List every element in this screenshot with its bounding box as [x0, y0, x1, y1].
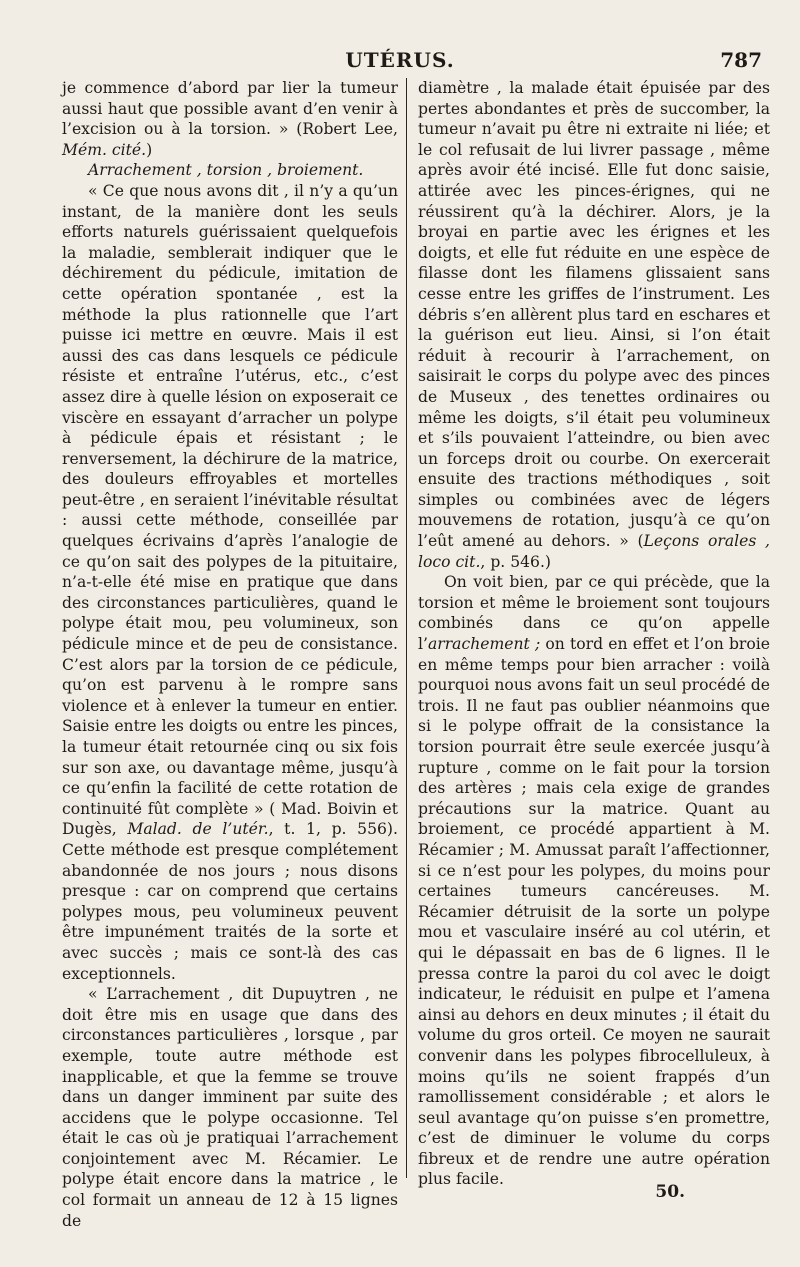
text-segment: ) [146, 140, 153, 159]
paragraph [62, 160, 398, 181]
paragraph [418, 572, 770, 1190]
left-column [62, 78, 398, 1231]
page-number: 787 [720, 48, 762, 72]
text-segment: , p. 546.) [480, 552, 552, 571]
column-divider [406, 78, 407, 1178]
text-segment: on tord en effet et l’on broie en même temps pour bien arracher : voilà pourquoi nous avons fait un seul procédé de trois. Il ne faut pas oublier néanmoins que si le polype offrait de la consistance la torsion pourrait être seule exercée jusqu’à rupture , comme on le fait pour la torsion des artères ; mais cela exige de grandes précautions sur la matrice. Quant au broiement, ce procédé appartient à M. Récamier ; M. Amussat paraît l’affectionner, si ce n’est pour les polypes, du moins pour certaines tumeurs cancéreuses. M. Récamier détruisit de la sorte un polype mou et vasculaire inséré au col utérin, et qui le dépassait en bas de 6 lignes. Il le pressa contre la paroi du col avec le doigt indicateur, le réduisit en pulpe et l’amena ainsi au dehors en deux minutes ; il était du volume du gros orteil. Ce moyen ne saurait convenir dans les polypes fibrocelluleux, à moins qu’ils ne soient frappés d’un ramollissement considérable ; et alors le seul avantage qu’on puisse s’en promettre, c’est de diminuer le volume du corps fibreux et de rendre une autre opération plus facile. [418, 635, 770, 1189]
running-head: UTÉRUS. [345, 48, 455, 72]
italic-text: Arrachement , torsion , broiement. [88, 161, 364, 180]
text-segment: « Ce que nous avons dit , il n’y a qu’un instant, de la manière dont les seuls efforts naturels guérissaient quelquefois la maladie, semblerait indiquer que le déchirement du pédicule, imitation de cette opération spontanée , est la méthode la plus rationnelle que l’art puisse ici mettre en œuvre. Mais il est aussi des cas dans lesquels ce pédicule résiste et entraîne l’utérus, etc., c’est assez dire à quelle lésion on exposerait ce viscère en essayant d’arracher un polype à pédicule épais et résistant ; le renversement, la déchirure de la matrice, des douleurs effroyables et mortelles peut-être , en seraient l’inévitable résultat : aussi cette méthode, conseillée par quelques écrivains d’après l’analogie de ce qu’on sait des polypes de la pituitaire, n’a-t-elle été mise en pratique que dans des circonstances particulières, quand le polype était mou, peu volumineux, son pédicule mince et de peu de consistance. C’est alors par la torsion de ce pédicule, qu’on est parvenu à le rompre sans violence et à enlever la tumeur en entier. Saisie entre les doigts ou entre les pinces, la tumeur était retournée cinq ou six fois sur son axe, ou davantage même, jusqu’à ce qu’enfin la facilité de cette rotation de continuité fût complète » ( Mad. Boivin et Dugès, [62, 181, 398, 839]
italic-text: Leçons orales , loco cit. [418, 532, 770, 571]
text-segment: , t. 1, p. 556). Cette méthode est presque complétement abandonnée de nos jours ; nous disons presque : car on comprend que certains polypes mous, peu volumineux peuvent être impunément traités de la sorte et avec succès ; mais ce sont-là des cas exceptionnels. [62, 820, 398, 983]
paragraph [62, 181, 398, 984]
paragraph [62, 78, 398, 160]
paragraph [418, 78, 770, 572]
text-segment: On voit bien, par ce qui précède, que la torsion et même le broiement sont toujours combinés dans ce qu’on appelle l’ [418, 573, 770, 654]
text-segment: je commence d’abord par lier la tumeur aussi haut que possible avant d’en venir à l’excision ou à la torsion. » (Robert Lee, [62, 79, 398, 139]
paragraph [62, 984, 398, 1231]
text-segment: diamètre , la malade était épuisée par des pertes abondantes et près de succomber, la tumeur n’avait pu être ni extraite ni liée; et le col refusait de lui livrer passage , même après avoir été incisé. Elle fut donc saisie, attirée avec les pinces-érignes, qui ne réussirent qu’à la déchirer. Alors, je la broyai en partie avec les érignes et les doigts, et elle fut réduite en une espèce de filasse dont les filamens glissaient sans cesse entre les griffes de l’instrument. Les débris s’en allèrent plus tard en eschares et la guérison eut lieu. Ainsi, si l’on était réduit à recourir à l’arrachement, on saisirait le corps du polype avec des pinces de Museux , des tenettes ordinaires ou même les doigts, s’il était peu volumineux et s’ils pouvaient l’atteindre, ou bien avec un forceps droit ou courbe. On exercerait ensuite des tractions méthodiques , soit simples ou combinées avec de légers mouvemens de rotation, jusqu’à ce qu’on l’eût amené au dehors. » ( [418, 79, 770, 551]
right-column [418, 78, 770, 1190]
italic-text: Mém. cité. [62, 140, 147, 159]
italic-text: arrachement ; [427, 635, 541, 654]
text-segment: « L’arrachement , dit Dupuytren , ne doit être mis en usage que dans des circonstances particulières , lorsque , par exemple, toute autre méthode est inapplicable, et que la femme se trouve dans un danger imminent par suite des accidens que le polype occasionne. Tel était le cas où je pratiquai l’arrachement conjointement avec M. Récamier. Le polype était encore dans la matrice , le col formait un anneau de 12 à 15 lignes de [62, 985, 398, 1230]
italic-text: Malad. de l’utér. [127, 820, 269, 839]
signature-mark: 50. [655, 1182, 685, 1202]
